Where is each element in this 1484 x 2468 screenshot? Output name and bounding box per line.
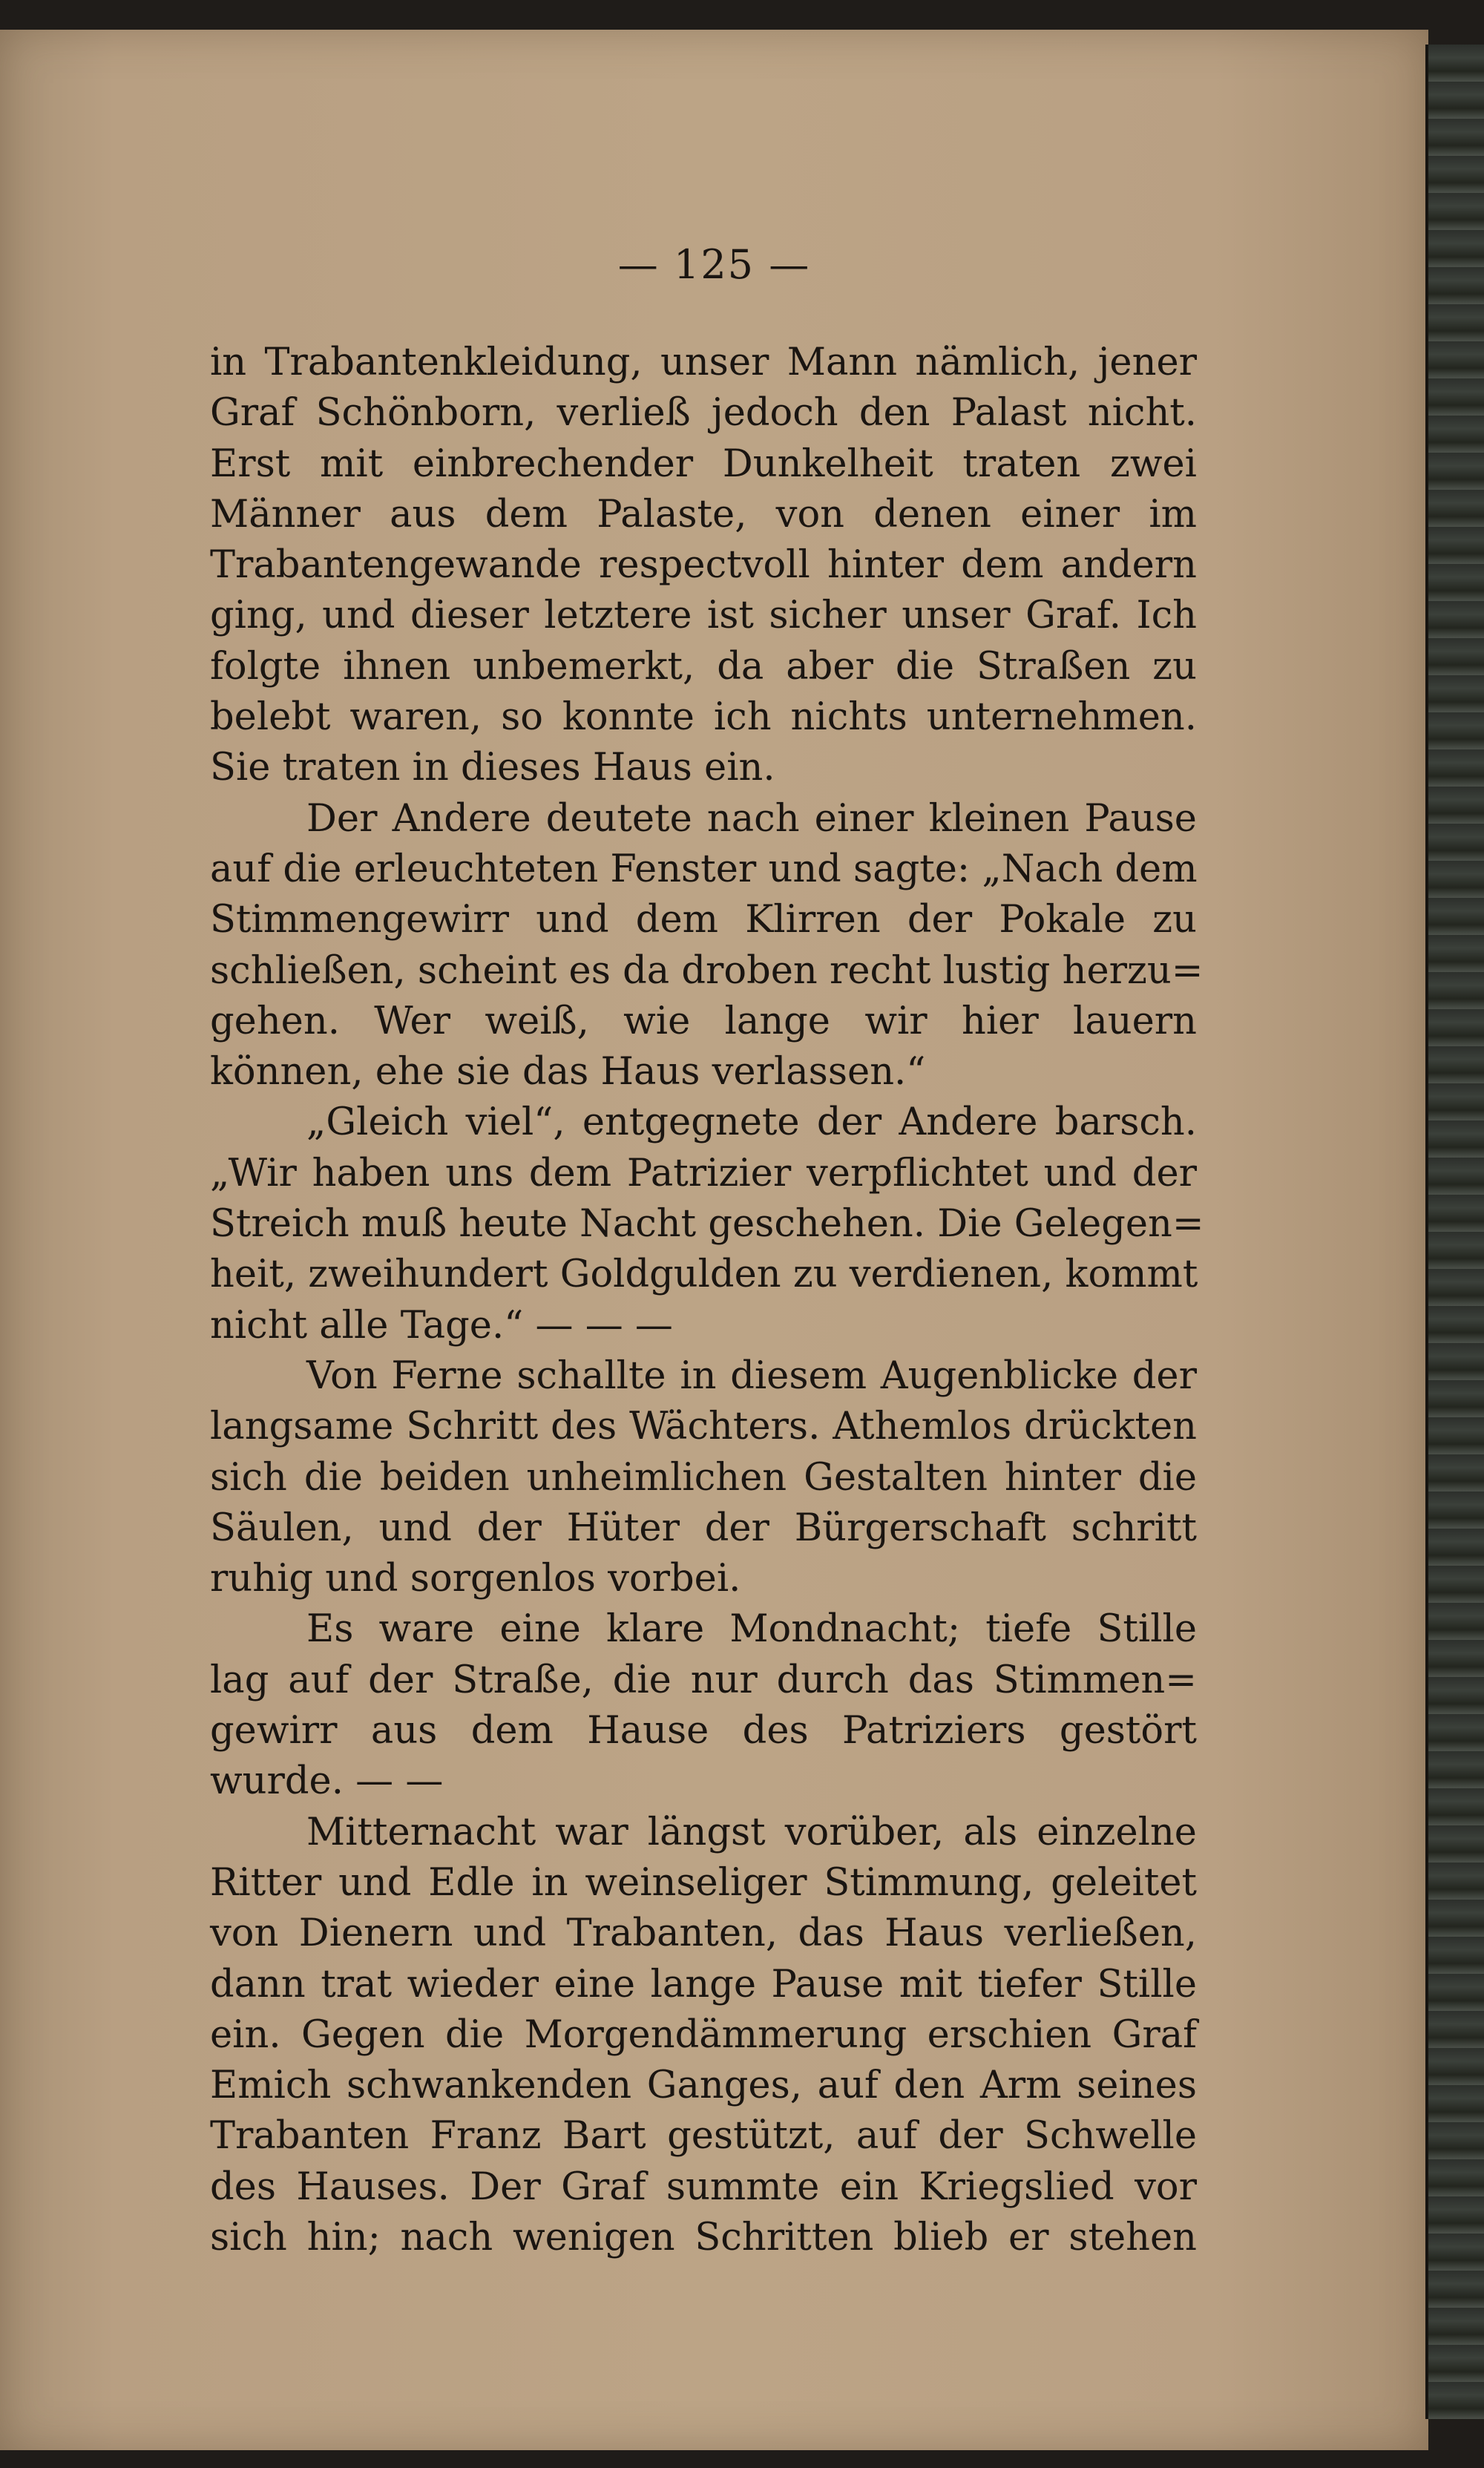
text-line: Streich muß heute Nacht geschehen. Die Gelegen= xyxy=(210,1202,1204,1247)
text-line: belebt waren, so konnte ich nichts unternehmen. xyxy=(210,695,1197,740)
body-text xyxy=(210,338,1204,2263)
text-line: lag auf der Straße, die nur durch das Stimmen= xyxy=(210,1658,1197,1702)
text-line: Ritter und Edle in weinseliger Stimmung, geleitet xyxy=(210,1860,1197,1905)
text-line: Erst mit einbrechender Dunkelheit traten zwei xyxy=(210,442,1197,486)
text-line: in Trabantenkleidung, unser Mann nämlich, jener xyxy=(210,341,1197,384)
text-line: von Dienern und Trabanten, das Haus verließen, xyxy=(210,1911,1197,1956)
text-line: Es ware eine klare Mondnacht; tiefe Stille xyxy=(306,1607,1197,1652)
text-line: Männer aus dem Palaste, von denen einer im xyxy=(210,492,1197,536)
text-line: gewirr aus dem Hause des Patriziers gestört xyxy=(210,1709,1197,1753)
text-line: Trabantengewande respectvoll hinter dem andern xyxy=(210,543,1197,588)
text-line: „Wir haben uns dem Patrizier verpflichtet und der xyxy=(210,1151,1197,1195)
book-binding-edge xyxy=(1425,45,1484,2419)
text-line: wurde. — — xyxy=(210,1759,444,1804)
text-line: Von Ferne schallte in diesem Augenblicke der xyxy=(306,1353,1197,1398)
text-line: Säulen, und der Hüter der Bürgerschaft schritt xyxy=(210,1506,1197,1550)
text-line: nicht alle Tage.“ — — — xyxy=(210,1303,673,1348)
text-line: Graf Schönborn, verließ jedoch den Palast nicht. xyxy=(210,391,1197,436)
text-line: Mitternacht war längst vorüber, als einzelne xyxy=(306,1810,1197,1854)
text-line: gehen. Wer weiß, wie lange wir hier lauern xyxy=(210,999,1197,1043)
text-line: ruhig und sorgenlos vorbei. xyxy=(210,1557,741,1601)
text-line: „Gleich viel“, entgegnete der Andere barsch. xyxy=(306,1100,1197,1145)
text-line: langsame Schritt des Wächters. Athemlos drückten xyxy=(210,1405,1197,1449)
text-line: können, ehe sie das Haus verlassen.“ xyxy=(210,1050,926,1094)
text-line: schließen, scheint es da droben recht lustig herzu= xyxy=(210,948,1204,993)
text-line: ein. Gegen die Morgendämmerung erschien Graf xyxy=(210,2012,1197,2057)
text-line: sich die beiden unheimlichen Gestalten hinter die xyxy=(210,1455,1197,1500)
text-line: Stimmengewirr und dem Klirren der Pokale zu xyxy=(210,898,1197,942)
text-line: Der Andere deutete nach einer kleinen Pause xyxy=(306,796,1197,841)
text-line: heit, zweihundert Goldgulden zu verdienen, kommt xyxy=(210,1253,1198,1297)
text-line: sich hin; nach wenigen Schritten blieb er stehen xyxy=(210,2215,1197,2259)
text-line: Emich schwankenden Ganges, auf den Arm seines xyxy=(210,2064,1197,2108)
page-number: — 125 — xyxy=(617,241,811,288)
book-page xyxy=(0,30,1428,2450)
text-line: folgte ihnen unbemerkt, da aber die Straßen zu xyxy=(210,644,1197,689)
text-line: Trabanten Franz Bart gestützt, auf der Schwelle xyxy=(210,2114,1197,2159)
text-line: dann trat wieder eine lange Pause mit tiefer Stille xyxy=(210,1962,1197,2006)
text-line: auf die erleuchteten Fenster und sagte: „Nach dem xyxy=(210,847,1198,891)
text-line: des Hauses. Der Graf summte ein Kriegslied vor xyxy=(210,2165,1197,2209)
text-line: Sie traten in dieses Haus ein. xyxy=(210,746,775,790)
text-line: ging, und dieser letztere ist sicher unser Graf. Ich xyxy=(210,594,1197,638)
